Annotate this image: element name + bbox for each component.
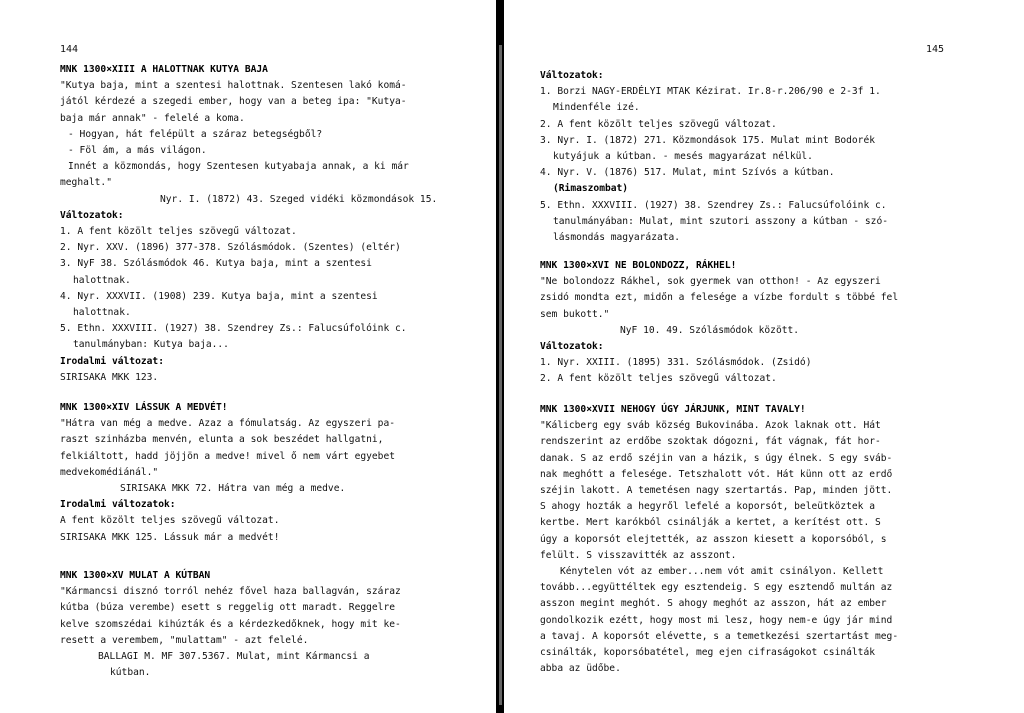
text-line: asszon megint meghót. S ahogy meghót az asszon, hát az ember (540, 598, 887, 610)
variant-line: 5. Ethn. XXXVIII. (1927) 38. Szendrey Zs.: Falucsúfolóink c. (60, 323, 407, 335)
variants-heading: Változatok: (540, 70, 604, 81)
text-line: "Kutya baja, mint a szentesi halottnak. Szentesen lakó komá- (60, 80, 407, 92)
variant-line: halottnak. (73, 307, 131, 319)
text-line: S ahogy hozták a hegyről lefelé a koporsót, beleütköztek a (540, 501, 876, 513)
text-line: széjin lakott. A temetésen nagy szertartás. Pap, minden jött. (540, 485, 893, 497)
text-line: kelve szomszédai kihúzták és a kérdezkedőknek, hogy mit ke- (60, 618, 401, 630)
right-page (504, 0, 1024, 713)
source-line: SIRISAKA MKK 72. Hátra van még a medve. (120, 483, 346, 495)
page-number-left: 144 (60, 44, 79, 55)
variant-line: 1. Nyr. XXIII. (1895) 331. Szólásmódok. (Zsidó) (540, 357, 812, 369)
text-line: sem bukott." (540, 308, 610, 320)
variants-heading: Változatok: (540, 341, 604, 353)
text-line: úgy a koporsót elejtették, az asszon kiesett a koporsóból, s (540, 533, 887, 545)
variant-line: halottnak. (73, 274, 131, 286)
entry-title: MNK 1300×XVI NE BOLONDOZZ, RÁKHEL! (540, 260, 737, 271)
text-line: "Kálicberg egy sváb község Bukovinába. Azok laknak ott. Hát (540, 420, 881, 432)
variant-line: (Rimaszombat) (553, 183, 629, 195)
text-line: - Föl ám, a más világon. (68, 145, 207, 157)
entry-title: MNK 1300×XIV LÁSSUK A MEDVÉT! (60, 402, 228, 413)
variant-line: 4. Nyr. V. (1876) 517. Mulat, mint Szívós a kútban. (540, 167, 835, 179)
variant-line: kutyájuk a kútban. - mesés magyarázat nélkül. (553, 151, 813, 163)
entry-title: MNK 1300×XV MULAT A KÚTBAN (60, 570, 211, 581)
text-line: felkiáltott, hadd jöjjön a medve! mivel ő nem várt egyebet (60, 450, 396, 462)
text-line: medvekomédiánál." (60, 466, 159, 478)
left-page (0, 0, 496, 713)
entry-1300-xiv (60, 400, 480, 546)
text-line: "Kármancsi disznó torról nehéz fővel haza ballagván, száraz (60, 586, 401, 598)
lit-line: SIRISAKA MKK 123. (60, 371, 159, 383)
text-line: abba az üdőbe. (540, 663, 621, 675)
variant-line: tanulmányában: Mulat, mint szutori asszony a kútban - szó- (553, 215, 889, 227)
variant-line: 1. A fent közölt teljes szövegű változat. (60, 226, 297, 238)
text-line: Kénytelen vót az ember...nem vót amit csinályon. Kellett (560, 566, 884, 578)
text-line: resett a verembem, "mulattam" - azt felelé. (60, 634, 309, 646)
variant-line: lásmondás magyarázata. (553, 232, 681, 244)
text-line: gondolkozik ezétt, hogy most mi lesz, hogy nem-e úgy jár mind (540, 614, 893, 626)
variants-continued (540, 68, 980, 246)
text-line: csinálták, koporsóbatétel, meg ejen cifraságokot csinálták (540, 647, 876, 659)
text-line: felült. S visszavitték az asszont. (540, 549, 737, 561)
variant-line: 3. Nyr. I. (1872) 271. Közmondások 175. Mulat mint Bodorék (540, 134, 876, 146)
variant-line: 2. Nyr. XXV. (1896) 377-378. Szólásmódok. (Szentes) (eltér) (60, 242, 401, 254)
lit-line: A fent közölt teljes szövegű változat. (60, 515, 280, 527)
text-line: Innét a közmondás, hogy Szentesen kutyabaja annak, a ki már (68, 161, 409, 173)
source-line: BALLAGI M. MF 307.5367. Mulat, mint Kármancsi a (98, 651, 370, 663)
variant-line: 5. Ethn. XXXVIII. (1927) 38. Szendrey Zs.: Falucsúfolóink c. (540, 199, 887, 211)
variant-line: 4. Nyr. XXXVII. (1908) 239. Kutya baja, mint a szentesi (60, 290, 378, 302)
text-line: baja már annak" - felelé a koma. (60, 112, 245, 124)
variant-line: tanulmányban: Kutya baja... (73, 339, 229, 351)
lit-heading: Irodalmi változatok: (60, 499, 176, 511)
variants-heading: Változatok: (60, 209, 124, 221)
variant-line: Mindenféle izé. (553, 102, 640, 114)
text-line: kútba (búza verembe) esett s reggelig ott maradt. Reggelre (60, 602, 396, 614)
lit-line: SIRISAKA MKK 125. Lássuk már a medvét! (60, 531, 280, 543)
text-line: rendszerint az erdőbe szoktak dógozni, fát vágnak, fát hor- (540, 436, 881, 448)
entry-1300-xv (60, 568, 480, 681)
text-line: kertbe. Mert karókból csinálják a kertet, a kerítést ott. S (540, 517, 881, 529)
text-line: tovább...együttéltek egy esztendeig. S egy esztendő multán az (540, 582, 893, 594)
entry-1300-xiii (60, 62, 480, 386)
text-line: "Hátra van még a medve. Azaz a fómulatság. Az egyszeri pa- (60, 418, 396, 430)
variant-line: 3. NyF 38. Szólásmódok 46. Kutya baja, mint a szentesi (60, 258, 372, 270)
text-line: "Ne bolondozz Rákhel, sok gyermek van otthon! - Az egyszeri (540, 276, 881, 288)
source-line: Nyr. I. (1872) 43. Szeged vidéki közmondások 15. (160, 193, 438, 205)
entry-1300-xvii (540, 402, 990, 677)
entry-1300-xvi (540, 258, 980, 388)
text-line: danak. S az erdő széjin van a házik, s úgy élnek. S egy sváb- (540, 452, 893, 464)
variant-line: 1. Borzi NAGY-ERDÉLYI MTAK Kézirat. Ir.8-r.206/90 e 2-3f 1. (540, 86, 881, 98)
text-line: jától kérdezé a szegedi ember, hogy van a beteg ipa: "Kutya- (60, 96, 407, 108)
page-number-right: 145 (925, 44, 944, 55)
text-line: raszt szinházba menvén, elunta a sok beszédet hallgatni, (60, 434, 384, 446)
text-line: zsidó mondta ezt, midőn a felesége a vízbe fordult s többé fel (540, 292, 899, 304)
entry-title: MNK 1300×XVII NEHOGY ÚGY JÁRJUNK, MINT TAVALY! (540, 404, 806, 415)
source-line: kútban. (110, 667, 151, 679)
lit-heading: Irodalmi változat: (60, 355, 164, 367)
variant-line: 2. A fent közölt teljes szövegű változat. (540, 373, 777, 385)
variant-line: 2. A fent közölt teljes szövegű változat. (540, 118, 777, 130)
text-line: a tavaj. A koporsót elévette, s a temetkezési szertartást meg- (540, 630, 899, 642)
entry-title: MNK 1300×XIII A HALOTTNAK KUTYA BAJA (60, 64, 268, 75)
source-line: NyF 10. 49. Szólásmódok között. (620, 324, 800, 336)
gutter-highlight (499, 45, 502, 705)
text-line: nak meghótt a felesége. Tetszhalott vót. Hát künn ott az erdő (540, 468, 893, 480)
text-line: - Hogyan, hát felépült a száraz betegségből? (68, 128, 323, 140)
text-line: meghalt." (60, 177, 112, 189)
